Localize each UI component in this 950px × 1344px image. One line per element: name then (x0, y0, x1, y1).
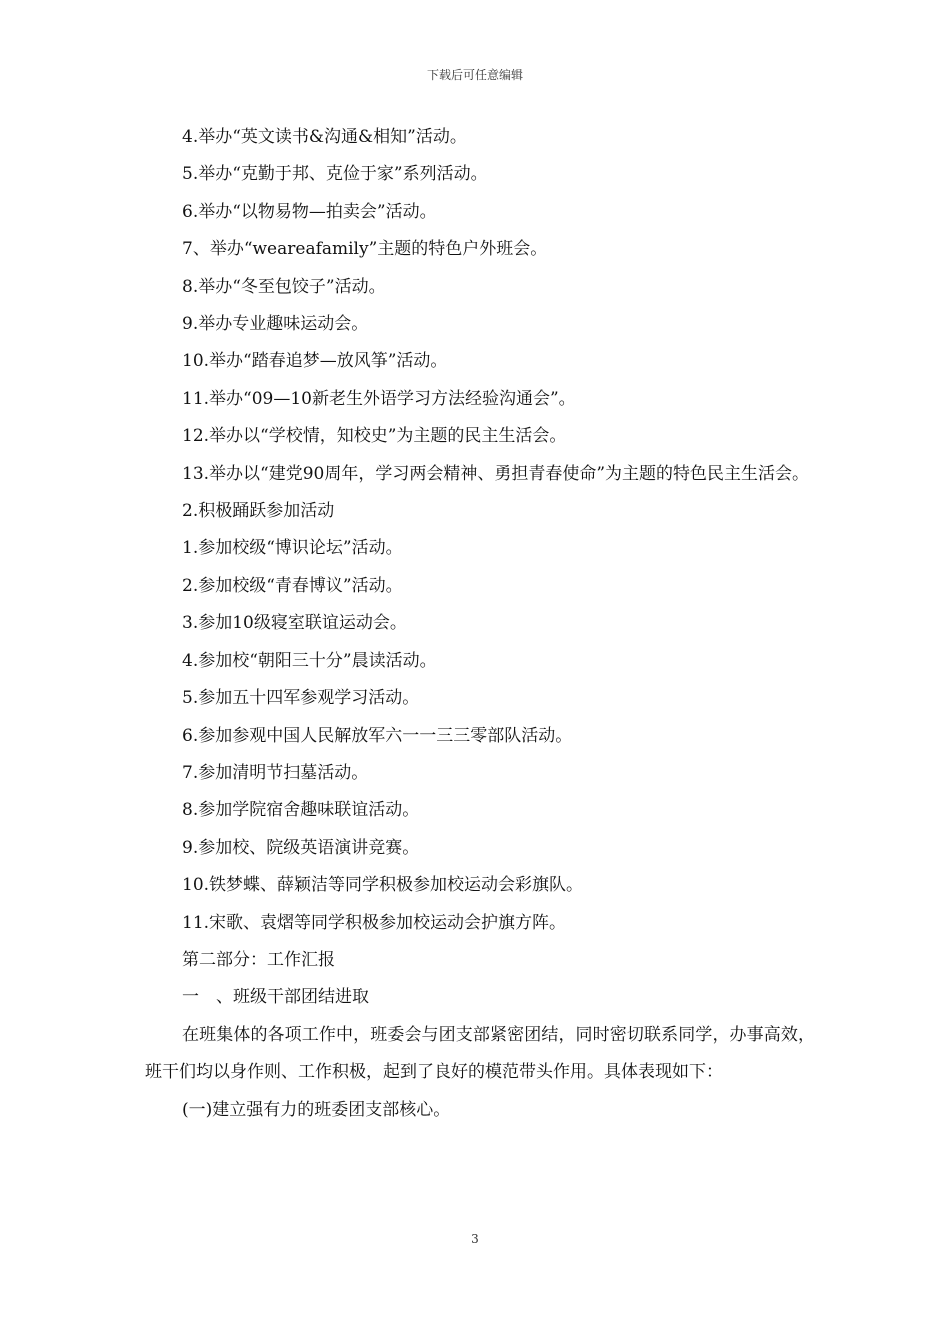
list-item: 10.铁梦蝶、薛颖洁等同学积极参加校运动会彩旗队。 (182, 875, 584, 896)
list-item: 3.参加10级寝室联谊运动会。 (182, 613, 407, 634)
list-item: 4.举办“英文读书&沟通&相知”活动。 (182, 127, 467, 147)
list-item: 5.举办“克勤于邦、克俭于家”系列活动。 (182, 164, 488, 185)
subsection-heading: (一)建立强有力的班委团支部核心。 (182, 1099, 451, 1120)
page-header: 下载后可任意编辑 (426, 68, 523, 82)
list-item: 11.宋歌、袁熠等同学积极参加校运动会护旗方阵。 (182, 912, 567, 933)
list-item: 8.举办“冬至包饺子”活动。 (182, 276, 386, 297)
body-paragraph: 在班集体的各项工作中，班委会与团支部紧密团结，同时密切联系同学，办事高效，班干们均以身作则、工作积极，起到了良好的模范带头作用。具体表现如下： (145, 1024, 815, 1083)
list-item: 5.参加五十四军参观学习活动。 (182, 688, 420, 709)
list-item: 6.参加参观中国人民解放军六一一三三零部队活动。 (182, 725, 573, 746)
document-body (145, 119, 815, 1129)
list-item: 1.参加校级“博识论坛”活动。 (182, 538, 403, 559)
section-heading: 2.积极踊跃参加活动 (182, 501, 335, 522)
list-item: 7、举办“weareafamily”主题的特色户外班会。 (182, 239, 548, 260)
list-item: 6.举办“以物易物—拍卖会”活动。 (182, 201, 437, 222)
list-item: 10.举办“踏春追梦—放风筝”活动。 (182, 351, 448, 372)
page-number: 3 (471, 1232, 479, 1246)
list-item: 9.举办专业趣味运动会。 (182, 314, 369, 335)
section-heading: 一 、班级干部团结进取 (182, 987, 369, 1008)
list-item: 12.举办以“学校情，知校史”为主题的民主生活会。 (182, 426, 567, 447)
list-item: 4.参加校“朝阳三十分”晨读活动。 (182, 650, 437, 671)
part-heading: 第二部分：工作汇报 (182, 949, 335, 970)
list-item: 11.举办“09—10新老生外语学习方法经验沟通会”。 (182, 388, 576, 409)
list-item: 7.参加清明节扫墓活动。 (182, 762, 369, 783)
list-item: 9.参加校、院级英语演讲竞赛。 (182, 837, 420, 858)
list-item: 2.参加校级“青春博议”活动。 (182, 575, 403, 596)
list-item: 8.参加学院宿舍趣味联谊活动。 (182, 800, 420, 821)
list-item-wrapped: 13.举办以“建党90周年，学习两会精神、勇担青春使命”为主题的特色民主生活会。 (182, 463, 810, 484)
